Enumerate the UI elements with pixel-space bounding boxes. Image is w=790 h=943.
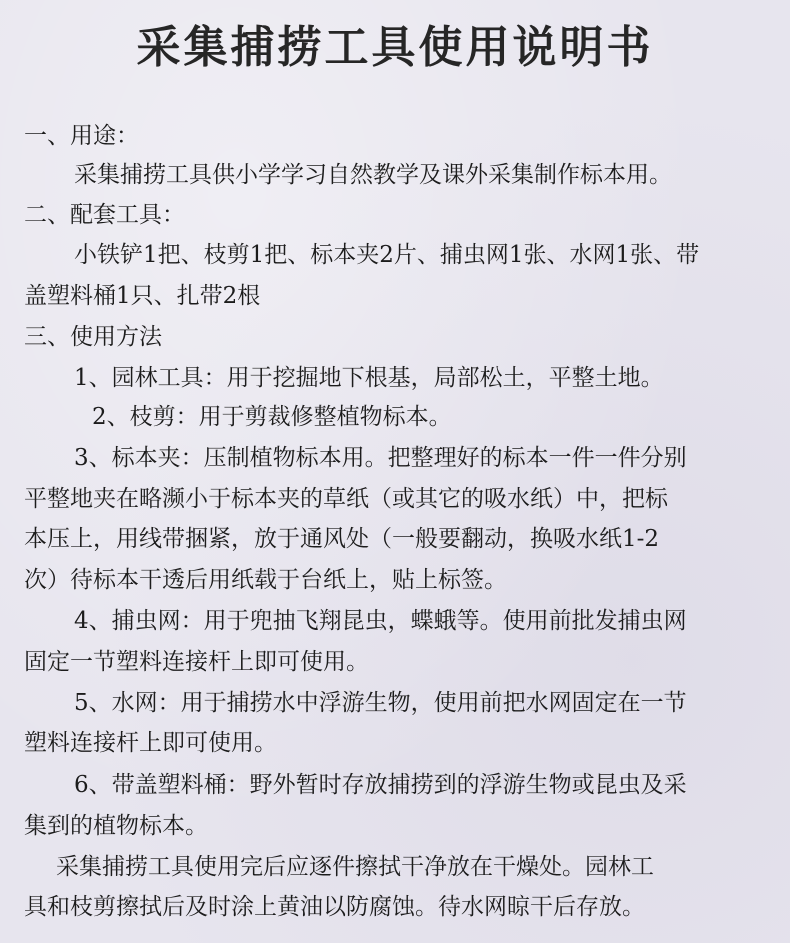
- closing-paragraph-line: 具和枝剪擦拭后及时涂上黄油以防腐蚀。待水网晾干后存放。: [24, 894, 645, 920]
- usage-item-4: 4、捕虫网：用于兜抽飞翔昆虫，蝶蛾等。使用前批发捕虫网: [74, 608, 687, 634]
- usage-item-3: 3、标本夹：压制植物标本用。把整理好的标本一件一件分别: [74, 445, 687, 471]
- paragraph-line: 小铁铲1把、枝剪1把、标本夹2片、捕虫网1张、水网1张、带: [74, 242, 700, 268]
- paragraph-line: 塑料连接杆上即可使用。: [24, 730, 277, 756]
- usage-item-1: 1、园林工具：用于挖掘地下根基，局部松土，平整土地。: [74, 365, 664, 391]
- paragraph-line: 盖塑料桶1只、扎带2根: [24, 283, 261, 309]
- section-heading-tools: 二、配套工具：: [24, 202, 185, 228]
- paragraph-line: 平整地夹在略濒小于标本夹的草纸（或其它的吸水纸）中，把标: [24, 486, 668, 512]
- paragraph-line: 本压上，用线带捆紧，放于通风处（一般要翻动，换吸水纸1-2: [24, 526, 660, 552]
- paragraph-line: 采集捕捞工具供小学学习自然教学及课外采集制作标本用。: [74, 162, 672, 188]
- paragraph-line: 固定一节塑料连接杆上即可使用。: [24, 649, 369, 675]
- usage-item-6: 6、带盖塑料桶：野外暂时存放捕捞到的浮游生物或昆虫及采: [74, 772, 687, 798]
- section-heading-usage: 三、使用方法: [24, 324, 162, 350]
- section-heading-purpose: 一、用途：: [24, 123, 139, 149]
- usage-item-2: 2、枝剪：用于剪裁修整植物标本。: [92, 404, 452, 430]
- paragraph-line: 次）待标本干透后用纸载于台纸上，贴上标签。: [24, 567, 507, 593]
- document-title: 采集捕捞工具使用说明书: [136, 22, 654, 73]
- closing-paragraph-line: 采集捕捞工具使用完后应逐件擦拭干净放在干燥处。园林工: [56, 854, 654, 880]
- paragraph-line: 集到的植物标本。: [24, 813, 208, 839]
- usage-item-5: 5、水网：用于捕捞水中浮游生物，使用前把水网固定在一节: [74, 690, 687, 716]
